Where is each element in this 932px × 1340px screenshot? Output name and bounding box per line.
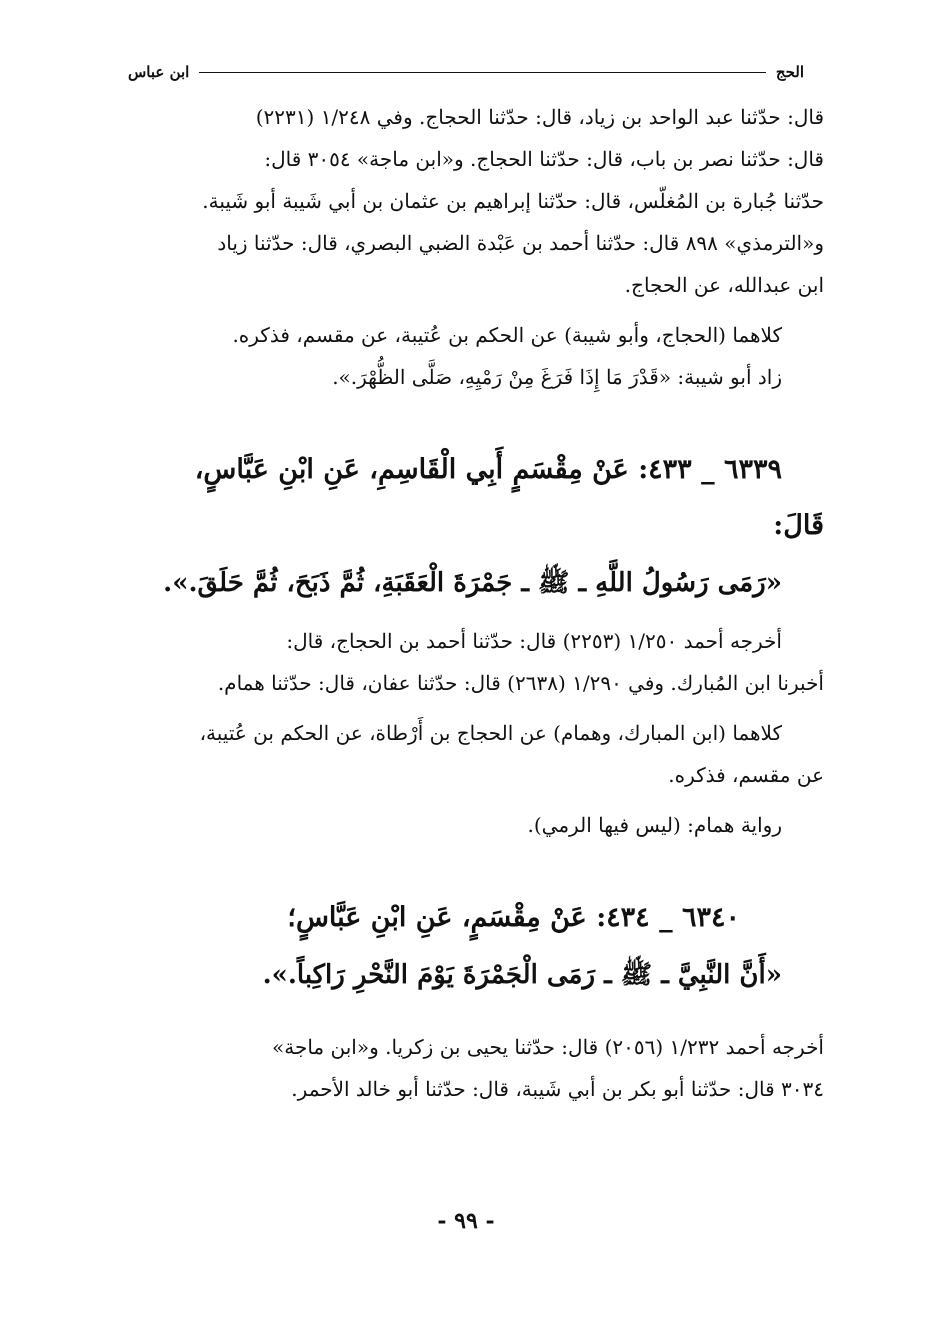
hadith-heading: ٦٣٣٩ _ ٤٣٣: عَنْ مِقْسَمٍ أَبِي الْقَاسِمِ، عَنِ ابْنِ عَبَّاسٍ، xyxy=(194,454,782,485)
text-line: قال: حدّثنا عبد الواحد بن زياد، قال: حدّثنا الحجاج. وفي ١/٢٤٨ (٢٢٣١) xyxy=(255,105,824,129)
header-rule xyxy=(199,72,766,73)
hadith-heading-continued: قَالَ: xyxy=(773,510,824,541)
text-line: حدّثنا جُبارة بن المُغلّس، قال: حدّثنا إبراهيم بن عثمان بن أبي شَيبة أبو شَيبة. xyxy=(202,189,824,213)
header-chapter: الحج xyxy=(775,63,804,81)
hadith-matn: «أَنَّ النَّبِيَّ ـ ﷺ ـ رَمَى الْجَمْرَةَ يَوْمَ النَّحْرِ رَاكِباً.». xyxy=(262,960,782,990)
kilahuma-line: عن مقسم، فذكره. xyxy=(668,763,824,787)
text-line: و«الترمذي» ٨٩٨ قال: حدّثنا أحمد بن عَبْدة الضبي البصري، قال: حدّثنا زياد xyxy=(217,231,824,255)
addition-paragraph: زاد أبو شيبة: «قَدْرَ مَا إِذَا فَرَغَ مِنْ رَمْيِهِ، صَلَّى الظُّهْرَ.». xyxy=(332,365,782,389)
takhrij-line: ٣٠٣٤ قال: حدّثنا أبو بكر بن أبي شَيبة، قال: حدّثنا أبو خالد الأحمر. xyxy=(291,1077,824,1101)
header-section: ابن عباس xyxy=(128,63,190,81)
hadith-matn: «رَمَى رَسُولُ اللَّهِ ـ ﷺ ـ جَمْرَةَ الْعَقَبَةِ، ثُمَّ ذَبَحَ، ثُمَّ حَلَقَ.». xyxy=(163,568,782,598)
text-line: قال: حدّثنا نصر بن باب، قال: حدّثنا الحجاج. و«ابن ماجة» ٣٠٥٤ قال: xyxy=(264,147,824,171)
takhrij-block-previous xyxy=(118,96,824,306)
hadith-heading: ٦٣٤٠ _ ٤٣٤: عَنْ مِقْسَمٍ، عَنِ ابْنِ عَبَّاسٍ؛ xyxy=(287,902,740,933)
page-number: - ٩٩ - xyxy=(437,1208,495,1234)
takhrij-line: أخبرنا ابن المُبارك. وفي ١/٢٩٠ (٢٦٣٨) قال: حدّثنا عفان، قال: حدّثنا همام. xyxy=(217,671,824,695)
kilahuma-paragraph: كلاهما (الحجاج، وأبو شيبة) عن الحكم بن عُتيبة، عن مقسم، فذكره. xyxy=(232,323,782,347)
hadith-433 xyxy=(118,442,824,846)
takhrij-line: أخرجه أحمد ١/٢٣٢ (٢٠٥٦) قال: حدّثنا يحيى بن زكريا. و«ابن ماجة» xyxy=(272,1035,824,1059)
takhrij-line: أخرجه أحمد ١/٢٥٠ (٢٢٥٣) قال: حدّثنا أحمد بن الحجاج، قال: xyxy=(286,629,782,653)
riwaya-note: رواية همام: (ليس فيها الرمي). xyxy=(527,813,782,837)
running-header xyxy=(128,60,804,84)
page-body xyxy=(118,96,824,1110)
hadith-434 xyxy=(118,890,824,1110)
text-line: ابن عبدالله، عن الحجاج. xyxy=(624,273,824,297)
kilahuma-line: كلاهما (ابن المبارك، وهمام) عن الحجاج بن أَرْطاة، عن الحكم بن عُتيبة، xyxy=(199,721,782,745)
